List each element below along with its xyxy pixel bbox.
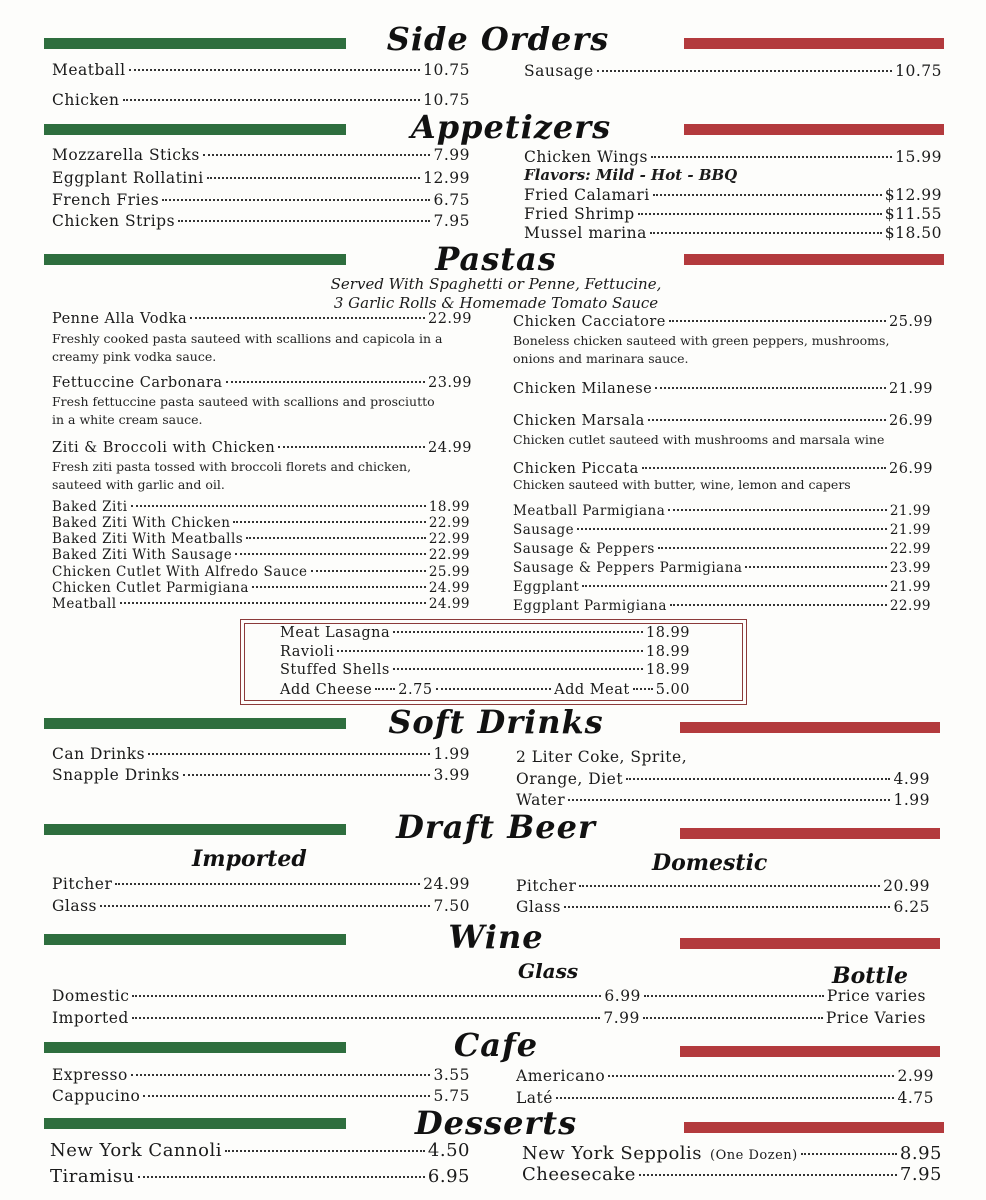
menu-item-pasta (513, 461, 933, 477)
section-title-desserts: Desserts (414, 1104, 578, 1142)
item-price: 6.75 (433, 191, 470, 209)
red-divider-bar (680, 938, 940, 949)
item-price: 18.99 (428, 499, 470, 515)
menu-item-beer (52, 897, 470, 915)
menu-item-pasta (513, 560, 931, 576)
item-name: Chicken Wings (524, 148, 648, 166)
item-price: 22.99 (428, 547, 470, 563)
item-name: Orange, Diet (516, 770, 624, 788)
item-price: 21.99 (889, 579, 931, 595)
red-divider-bar (684, 38, 944, 49)
item-price: $11.55 (884, 205, 942, 223)
section-title-side-orders: Side Orders (386, 20, 610, 58)
imported-label: Imported (192, 846, 307, 872)
menu-item-side-meatball (52, 61, 470, 79)
item-price: 3.55 (433, 1066, 470, 1084)
menu-item-pasta (52, 580, 470, 596)
menu-item-baked (280, 625, 690, 641)
green-divider-bar (44, 934, 346, 945)
pastas-served-note (246, 275, 746, 313)
item-price: 7.50 (433, 897, 470, 915)
section-title-wine: Wine (448, 918, 544, 956)
section-title-cafe: Cafe (453, 1026, 539, 1064)
green-divider-bar (44, 254, 346, 265)
item-name: Sausage & Peppers (513, 541, 655, 557)
item-price: 25.99 (428, 564, 470, 580)
item-price: 21.99 (889, 522, 931, 538)
menu-item-appetizer (524, 148, 942, 166)
item-name: Domestic (52, 987, 130, 1005)
add-meat-price: 5.00 (655, 682, 690, 698)
item-name: Penne Alla Vodka (52, 311, 188, 327)
item-name: Ziti & Broccoli with Chicken (52, 440, 276, 456)
item-price: 26.99 (888, 413, 933, 429)
red-divider-bar (684, 124, 944, 135)
section-title-draft-beer: Draft Beer (396, 808, 596, 846)
item-name: Eggplant Rollatini (52, 169, 204, 187)
menu-item-side-chicken (52, 91, 470, 109)
section-title-soft-drinks: Soft Drinks (388, 703, 604, 741)
item-description: Freshly cooked pasta sauteed with scallions and capicola in a creamy pink vodka sauce. (52, 331, 443, 364)
item-price: 18.99 (645, 662, 690, 678)
item-price: 24.99 (428, 596, 470, 612)
item-name: French Fries (52, 191, 160, 209)
item-price: 22.99 (428, 515, 470, 531)
item-price: 25.99 (888, 314, 933, 330)
menu-item-pasta (513, 314, 933, 330)
menu-item-pasta (513, 541, 931, 557)
item-name: Tiramisu (50, 1166, 135, 1187)
menu-item-dessert (50, 1166, 470, 1187)
menu-item-pasta (52, 499, 470, 515)
item-name: Cheesecake (522, 1164, 636, 1185)
item-name: Meatball (52, 61, 126, 79)
menu-item-drink (516, 791, 930, 809)
menu-item-cafe (52, 1066, 470, 1084)
item-name: Eggplant (513, 579, 580, 595)
item-name: Chicken Cutlet With Alfredo Sauce (52, 564, 308, 580)
item-price: 1.99 (893, 791, 930, 809)
item-name: Sausage (513, 522, 575, 538)
menu-item-pasta (52, 596, 470, 612)
add-meat-label: Add Meat (554, 682, 630, 698)
item-name: Chicken Cacciatore (513, 314, 666, 330)
green-divider-bar (44, 124, 346, 135)
green-divider-bar (44, 824, 346, 835)
item-price: 21.99 (888, 381, 933, 397)
item-price: $18.50 (884, 224, 942, 242)
item-price: 1.99 (433, 745, 470, 763)
item-price: 24.99 (427, 440, 472, 456)
item-price: 24.99 (423, 875, 470, 893)
menu-item-wine (52, 1009, 926, 1027)
item-price: $12.99 (884, 186, 942, 204)
item-name: Baked Ziti (52, 499, 128, 515)
item-name: Chicken Piccata (513, 461, 639, 477)
item-price: 12.99 (423, 169, 470, 187)
wing-flavors-note: Flavors: Mild - Hot - BBQ (524, 166, 738, 184)
item-name: Eggplant Parmigiana (513, 598, 667, 614)
menu-item-dessert (522, 1143, 942, 1164)
menu-item-pasta (52, 311, 472, 327)
item-name: Fried Shrimp (524, 205, 635, 223)
item-name: Laté (516, 1089, 553, 1107)
bottle-price: Price varies (826, 987, 926, 1005)
green-divider-bar (44, 1118, 346, 1129)
menu-item-beer (52, 875, 470, 893)
green-divider-bar (44, 718, 346, 729)
item-price: 7.95 (433, 212, 470, 230)
menu-item-baked (280, 644, 690, 660)
glass-price: 6.99 (604, 987, 641, 1005)
item-price: 18.99 (645, 625, 690, 641)
item-name: Fried Calamari (524, 186, 650, 204)
green-divider-bar (44, 1042, 346, 1053)
item-name: Sausage (524, 62, 594, 80)
menu-item-drink (516, 770, 930, 788)
item-price: 18.99 (645, 644, 690, 660)
item-price: 15.99 (895, 148, 942, 166)
item-description: Boneless chicken sauteed with green peppers, mushrooms, onions and marinara sauce. (513, 333, 890, 366)
item-name: Sausage & Peppers Parmigiana (513, 560, 743, 576)
menu-item-pasta (52, 440, 472, 456)
item-name: Baked Ziti With Meatballs (52, 531, 244, 547)
menu-item-appetizer (524, 205, 942, 223)
item-price: 10.75 (423, 61, 470, 79)
item-name: Chicken (52, 91, 120, 109)
menu-item-drink (52, 766, 470, 784)
item-name: Glass (52, 897, 97, 915)
menu-item-pasta (513, 598, 931, 614)
glass-price: 7.99 (603, 1009, 640, 1027)
item-name: Imported (52, 1009, 129, 1027)
domestic-label: Domestic (652, 850, 768, 876)
item-price: 8.95 (899, 1143, 942, 1164)
menu-item-pasta (513, 522, 931, 538)
menu-item-beer (516, 877, 930, 895)
item-price: 6.95 (427, 1166, 470, 1187)
item-name: Can Drinks (52, 745, 146, 763)
item-name: Baked Ziti With Chicken (52, 515, 231, 531)
item-name: Mozzarella Sticks (52, 146, 200, 164)
item-name: Meat Lasagna (280, 625, 391, 641)
menu-item-pasta (52, 564, 470, 580)
glass-column-label: Glass (518, 959, 579, 983)
item-name: Fettuccine Carbonara (52, 375, 223, 391)
item-description: Fresh fettuccine pasta sauteed with scallions and prosciutto in a white cream sauce. (52, 394, 435, 427)
item-name: Americano (516, 1067, 606, 1085)
item-note: (One Dozen) (710, 1148, 798, 1163)
item-name: Cappucino (52, 1087, 141, 1105)
menu-item-pasta (513, 579, 931, 595)
green-divider-bar (44, 38, 346, 49)
item-name: Chicken Milanese (513, 381, 653, 397)
item-name: Expresso (52, 1066, 128, 1084)
section-title-pastas: Pastas (435, 240, 557, 278)
menu-item-appetizer (52, 146, 470, 164)
menu-item-pasta (513, 381, 933, 397)
bottle-price: Price Varies (825, 1009, 926, 1027)
item-description: Chicken cutlet sauteed with mushrooms and marsala wine (513, 432, 885, 447)
item-name: New York Cannoli (50, 1140, 222, 1161)
menu-item-beer (516, 898, 930, 916)
menu-item-baked (280, 662, 690, 678)
red-divider-bar (680, 1046, 940, 1057)
item-price: 23.99 (889, 560, 931, 576)
item-price: 23.99 (427, 375, 472, 391)
soda-line: 2 Liter Coke, Sprite, (516, 748, 688, 766)
item-price: 21.99 (889, 503, 931, 519)
note-line: 3 Garlic Rolls & Homemade Tomato Sauce (333, 294, 659, 312)
menu-item-dessert (522, 1164, 942, 1185)
item-name: Chicken Cutlet Parmigiana (52, 580, 249, 596)
item-name: Glass (516, 898, 561, 916)
menu-item-pasta (513, 413, 933, 429)
item-price: 4.75 (897, 1089, 934, 1107)
add-cheese-price: 2.75 (398, 682, 433, 698)
menu-item-cafe (52, 1087, 470, 1105)
item-price: 6.25 (893, 898, 930, 916)
menu-item-pasta (52, 515, 470, 531)
item-name: Pitcher (516, 877, 577, 895)
note-line: Served With Spaghetti or Penne, Fettucine, (330, 275, 662, 293)
item-price: 4.99 (893, 770, 930, 788)
menu-item-dessert (50, 1140, 470, 1161)
menu-item-pasta (52, 547, 470, 563)
item-price: 26.99 (888, 461, 933, 477)
item-name: Snapple Drinks (52, 766, 180, 784)
menu-item-pasta (52, 375, 472, 391)
item-price: 10.75 (895, 62, 942, 80)
menu-item-pasta (513, 503, 931, 519)
item-name: Meatball (52, 596, 117, 612)
add-ons-row (280, 682, 690, 698)
menu-item-appetizer (52, 212, 470, 230)
add-cheese-label: Add Cheese (280, 682, 373, 698)
menu-item-wine (52, 987, 926, 1005)
menu-item-side-sausage (524, 62, 942, 80)
item-price: 3.99 (433, 766, 470, 784)
red-divider-bar (680, 722, 940, 733)
item-name: Baked Ziti With Sausage (52, 547, 233, 563)
item-price: 5.75 (433, 1087, 470, 1105)
item-price: 22.99 (889, 541, 931, 557)
item-name: Chicken Marsala (513, 413, 645, 429)
section-title-appetizers: Appetizers (410, 108, 612, 146)
item-price: 22.99 (889, 598, 931, 614)
item-price: 24.99 (428, 580, 470, 596)
item-name: Pitcher (52, 875, 113, 893)
menu-item-cafe (516, 1067, 934, 1085)
red-divider-bar (684, 254, 944, 265)
menu-item-appetizer (52, 169, 470, 187)
item-price: 22.99 (427, 311, 472, 327)
item-price: 7.99 (433, 146, 470, 164)
item-description: Fresh ziti pasta tossed with broccoli florets and chicken, sauteed with garlic and oil. (52, 459, 412, 492)
menu-item-drink (52, 745, 470, 763)
item-description: Chicken sauteed with butter, wine, lemon and capers (513, 477, 851, 492)
item-price: 22.99 (428, 531, 470, 547)
item-price: 20.99 (883, 877, 930, 895)
menu-item-appetizer (524, 186, 942, 204)
red-divider-bar (680, 828, 940, 839)
menu-item-appetizer (52, 191, 470, 209)
item-price: 4.50 (427, 1140, 470, 1161)
menu-item-pasta (52, 531, 470, 547)
red-divider-bar (684, 1122, 944, 1133)
item-name: Water (516, 791, 566, 809)
item-price: 10.75 (423, 91, 470, 109)
item-name: Chicken Strips (52, 212, 176, 230)
item-name: New York Seppolis (522, 1143, 703, 1164)
item-name: Ravioli (280, 644, 335, 660)
item-name: Meatball Parmigiana (513, 503, 666, 519)
item-name: Mussel marina (524, 224, 647, 242)
item-price: 2.99 (897, 1067, 934, 1085)
item-price: 7.95 (899, 1164, 942, 1185)
bottle-column-label: Bottle (832, 963, 908, 989)
item-name: Stuffed Shells (280, 662, 390, 678)
